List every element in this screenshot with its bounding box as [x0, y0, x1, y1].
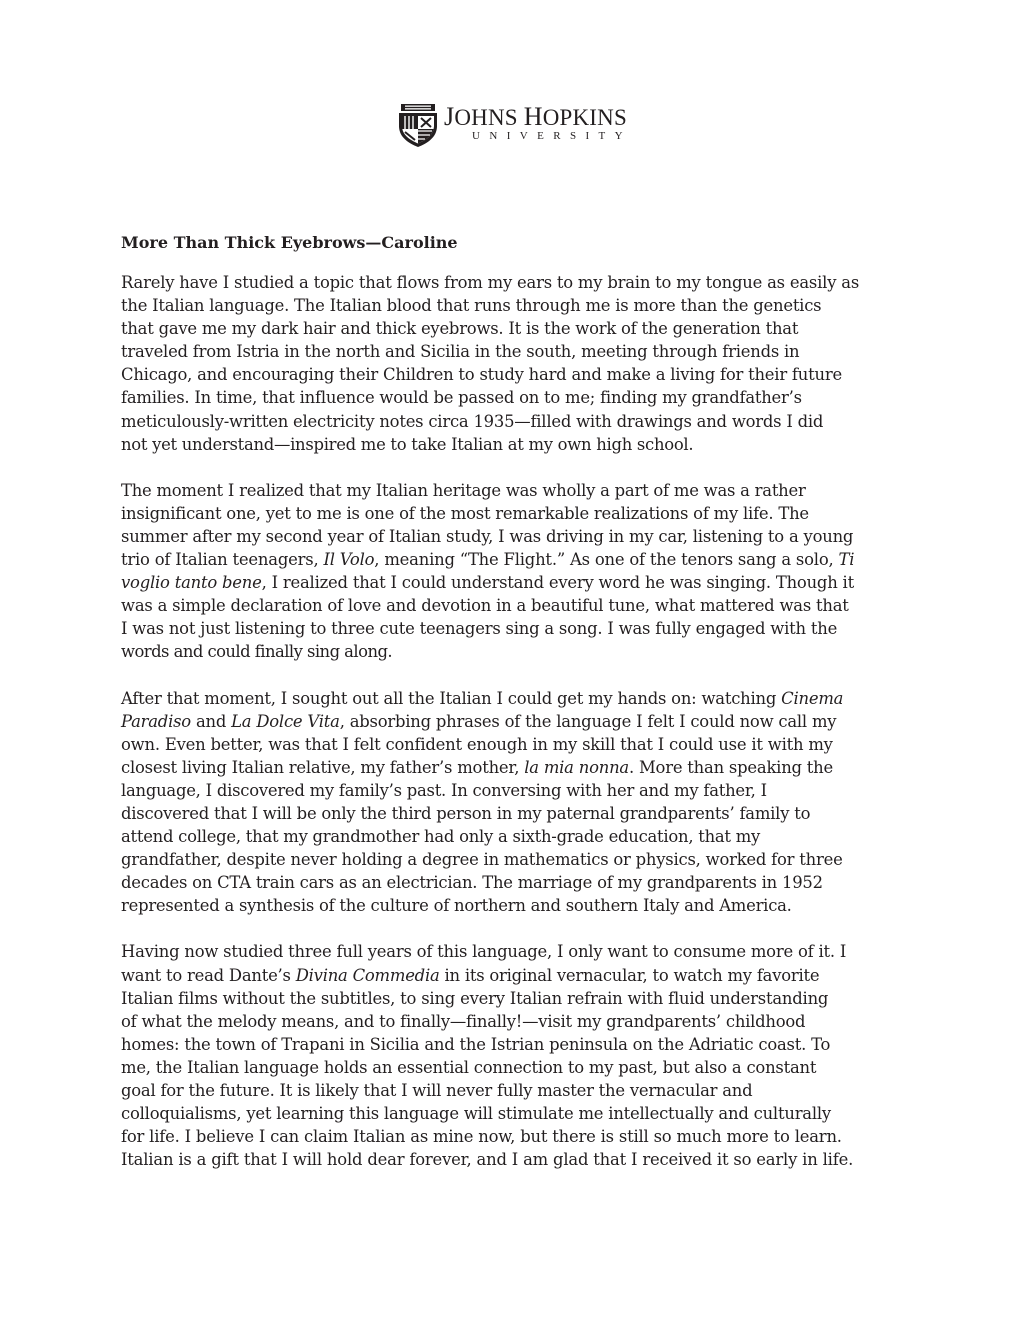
text-line — [121, 363, 911, 386]
text-line — [121, 1125, 911, 1148]
text-segment: decades on CTA train cars as an electrician. The marriage of my grandparents in 1952 — [121, 873, 823, 893]
text-segment: grandfather, despite never holding a degree in mathematics or physics, worked for three — [121, 850, 843, 870]
text-segment: for life. I believe I can claim Italian as mine now, but there is still so much more to learn. — [121, 1127, 842, 1147]
text-line — [121, 825, 911, 848]
text-line — [121, 594, 911, 617]
text-line — [121, 386, 911, 409]
text-line — [121, 1056, 911, 1079]
text-segment: homes: the town of Trapani in Sicilia and the Istrian peninsula on the Adriatic coast. To — [121, 1034, 831, 1054]
text-line — [121, 1010, 911, 1033]
text-segment: Chicago, and encouraging their Children to study hard and make a living for their future — [121, 365, 842, 385]
text-segment: was a simple declaration of love and devotion in a beautiful tune, what mattered was that — [121, 596, 849, 616]
text-segment: attend college, that my grandmother had only a sixth-grade education, that my — [121, 827, 761, 847]
text-segment: in its original vernacular, to watch my favorite — [439, 965, 820, 985]
essay-title: More Than Thick Eyebrows—Caroline — [121, 233, 458, 252]
text-line — [121, 525, 911, 548]
italic-title-text: la mia nonna — [524, 757, 629, 777]
text-line — [121, 271, 911, 294]
essay-paragraph — [121, 271, 911, 456]
text-segment: discovered that I will be only the third person in my paternal grandparents’ family to — [121, 803, 811, 823]
italic-title-text: Paradiso — [121, 711, 191, 731]
text-line — [121, 571, 911, 594]
essay-paragraph — [121, 940, 911, 1171]
text-line — [121, 710, 911, 733]
text-segment: that gave me my dark hair and thick eyebrows. It is the work of the generation that — [121, 319, 799, 339]
text-line — [121, 894, 911, 917]
text-segment: colloquialisms, yet learning this language will stimulate me intellectually and culturally — [121, 1104, 831, 1124]
text-segment: , I realized that I could understand every word he was singing. Though it — [261, 573, 854, 593]
text-segment: traveled from Istria in the north and Sicilia in the south, meeting through friends in — [121, 342, 800, 362]
text-line — [121, 848, 911, 871]
text-line — [121, 294, 911, 317]
text-line — [121, 1148, 911, 1171]
text-segment: the Italian language. The Italian blood that runs through me is more than the genetics — [121, 296, 822, 316]
text-line — [121, 640, 911, 663]
text-segment: Italian is a gift that I will hold dear forever, and I am glad that I received it so early in life. — [121, 1150, 854, 1170]
text-segment: closest living Italian relative, my father’s mother, — [121, 757, 525, 777]
text-line — [121, 433, 911, 456]
essay-paragraph — [121, 687, 911, 918]
text-line — [121, 687, 911, 710]
text-line — [121, 964, 911, 987]
text-line — [121, 410, 911, 433]
text-line — [121, 756, 911, 779]
text-line — [121, 1033, 911, 1056]
text-segment: , absorbing phrases of the language I felt I could now call my — [339, 711, 837, 731]
text-segment: The moment I realized that my Italian heritage was wholly a part of me was a rather — [121, 480, 806, 500]
text-line — [121, 479, 911, 502]
text-segment: trio of Italian teenagers, — [121, 550, 324, 570]
text-line — [121, 802, 911, 825]
text-line — [121, 617, 911, 640]
text-line — [121, 871, 911, 894]
text-segment: families. In time, that influence would be passed on to me; finding my grandfather’s — [121, 388, 802, 408]
italic-title-text: La Dolce Vita — [231, 711, 340, 731]
text-segment: me, the Italian language holds an essential connection to my past, but also a constant — [121, 1057, 817, 1077]
essay-paragraphs — [121, 271, 911, 1171]
italic-title-text: voglio tanto bene — [121, 573, 262, 593]
text-segment: , meaning “The Flight.” As one of the tenors sang a solo, — [374, 550, 839, 570]
italic-title-text: Cinema — [781, 688, 844, 708]
text-segment: summer after my second year of Italian study, I was driving in my car, listening to a young — [121, 526, 854, 546]
text-line — [121, 548, 911, 571]
text-line — [121, 779, 911, 802]
text-segment: and — [190, 711, 232, 731]
text-line — [121, 733, 911, 756]
text-line — [121, 940, 911, 963]
italic-title-text: Il Volo — [323, 550, 375, 570]
text-segment: Rarely have I studied a topic that flows from my ears to my brain to my tongue as easily as — [121, 273, 860, 292]
text-segment: language, I discovered my family’s past. In conversing with her and my father, I — [121, 780, 767, 800]
text-line — [121, 502, 911, 525]
italic-title-text: Divina Commedia — [295, 965, 440, 985]
text-segment: Italian films without the subtitles, to sing every Italian refrain with fluid understanding — [121, 988, 829, 1008]
text-segment: insignificant one, yet to me is one of the most remarkable realizations of my life. The — [121, 503, 809, 523]
university-subtitle: UNIVERSITY — [472, 130, 632, 142]
text-segment: goal for the future. It is likely that I will never fully master the vernacular and — [121, 1081, 753, 1100]
text-line — [121, 1079, 911, 1102]
text-line — [121, 340, 911, 363]
italic-title-text: Ti — [838, 550, 855, 570]
essay-body — [121, 231, 911, 1194]
text-segment: of what the melody means, and to finally—finally!—visit my grandparents’ childhood — [121, 1011, 806, 1031]
text-line — [121, 987, 911, 1010]
university-letterhead — [397, 100, 637, 150]
text-segment: own. Even better, was that I felt confident enough in my skill that I could use it with my — [121, 734, 833, 754]
text-segment: . More than speaking the — [628, 757, 834, 777]
text-segment: represented a synthesis of the culture of northern and southern Italy and America. — [121, 896, 792, 916]
text-segment: I was not just listening to three cute teenagers sing a song. I was fully engaged with the — [121, 619, 838, 639]
text-line — [121, 317, 911, 340]
text-segment: Having now studied three full years of this language, I only want to consume more of it. I — [121, 942, 847, 962]
text-segment: words and could finally sing along. — [121, 642, 393, 662]
text-line — [121, 1102, 911, 1125]
text-segment: meticulously-written electricity notes circa 1935—filled with drawings and words I did — [121, 411, 824, 431]
university-name: JOHNS HOPKINS — [444, 102, 627, 131]
essay-paragraph — [121, 479, 911, 664]
university-shield-icon — [397, 102, 439, 148]
text-segment: want to read Dante’s — [121, 965, 296, 985]
text-segment: After that moment, I sought out all the Italian I could get my hands on: watching — [121, 688, 782, 708]
text-segment: not yet understand—inspired me to take Italian at my own high school. — [121, 434, 694, 454]
